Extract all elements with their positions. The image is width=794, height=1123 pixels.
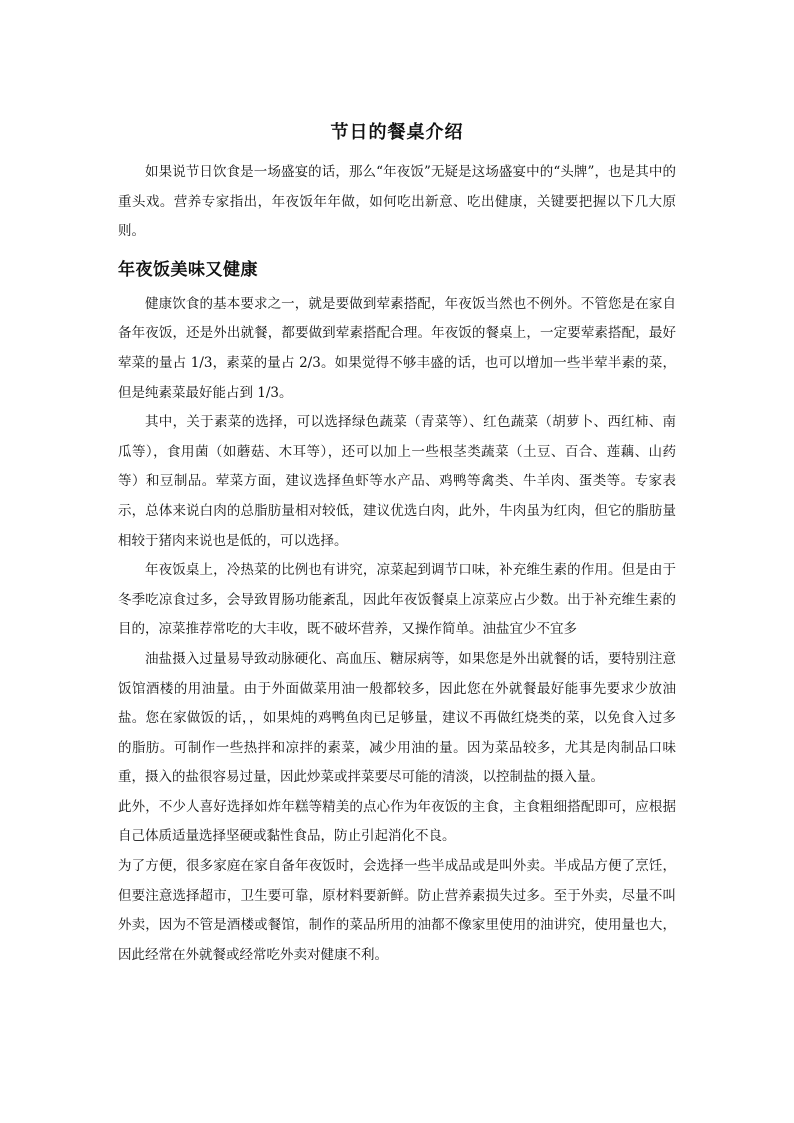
intro-paragraph: 如果说节日饮食是一场盛宴的话，那么“年夜饭”无疑是这场盛宴中的“头牌”，也是其中的重头戏。营养专家指出，年夜饭年年做，如何吃出新意、吃出健康，关键要把握以下几大原则。	[118, 164, 676, 240]
body-paragraph-4: 油盐摄入过量易导致动脉硬化、高血压、糖尿病等，如果您是外出就餐的话，要特别注意饭馆酒楼的用油量。由于外面做菜用油一般都较多，因此您在外就餐最好能事先要求少放油盐。您在家做饭的话，，如果炖的鸡鸭鱼肉已足够量，建议不再做红烧类的菜，以免食入过多的脂肪。可制作一些热拌和凉拌的素菜，减少用油的量。因为菜品较多，尤其是肉制品口味重，摄入的盐很容易过量，因此炒菜或拌菜要尽可能的清淡，以控制盐的摄入量。	[118, 650, 676, 786]
body-paragraph-3: 年夜饭桌上，冷热菜的比例也有讲究，凉菜起到调节口味，补充维生素的作用。但是由于冬季吃凉食过多，会导致胃肠功能紊乱，因此年夜饭餐桌上凉菜应占少数。出于补充维生素的目的，凉菜推荐常吃的大丰收，既不破坏营养，又操作简单。油盐宜少不宜多	[118, 562, 676, 638]
body-paragraph-6: 为了方便，很多家庭在家自备年夜饭时，会选择一些半成品或是叫外卖。半成品方便了烹饪，但要注意选择超市，卫生要可靠，原材料要新鲜。防止营养素损失过多。至于外卖，尽量不叫外卖，因为不管是酒楼或餐馆，制作的菜品所用的油都不像家里使用的油讲究，使用量也大，因此经常在外就餐或经常吃外卖对健康不利。	[118, 858, 676, 963]
body-paragraph-1: 健康饮食的基本要求之一，就是要做到荤素搭配，年夜饭当然也不例外。不管您是在家自备年夜饭，还是外出就餐，都要做到荤素搭配合理。年夜饭的餐桌上，一定要荤素搭配，最好荤菜的量占 1/3，素菜的量占 2/3。如果觉得不够丰盛的话，也可以增加一些半荤半素的菜，但是纯素菜最好能占到 1/3。	[118, 295, 676, 401]
body-paragraph-2: 其中，关于素菜的选择，可以选择绿色蔬菜（青菜等）、红色蔬菜（胡萝卜、西红柿、南瓜等），食用菌（如蘑菇、木耳等），还可以加上一些根茎类蔬菜（土豆、百合、莲藕、山药等）和豆制品。荤菜方面，建议选择鱼虾等水产品、鸡鸭等禽类、牛羊肉、蛋类等。专家表示，总体来说白肉的总脂肪量相对较低，建议优选白肉，此外，牛肉虽为红肉，但它的脂肪量相较于猪肉来说也是低的，可以选择。	[118, 414, 676, 549]
document-page	[118, 118, 676, 970]
document-title: 节日的餐桌介绍	[330, 122, 464, 143]
body-paragraph-5: 此外，不少人喜好选择如炸年糕等精美的点心作为年夜饭的主食，主食粗细搭配即可，应根据自己体质适量选择坚硬或黏性食品，防止引起消化不良。	[118, 798, 676, 845]
section-heading: 年夜饭美味又健康	[118, 259, 258, 280]
